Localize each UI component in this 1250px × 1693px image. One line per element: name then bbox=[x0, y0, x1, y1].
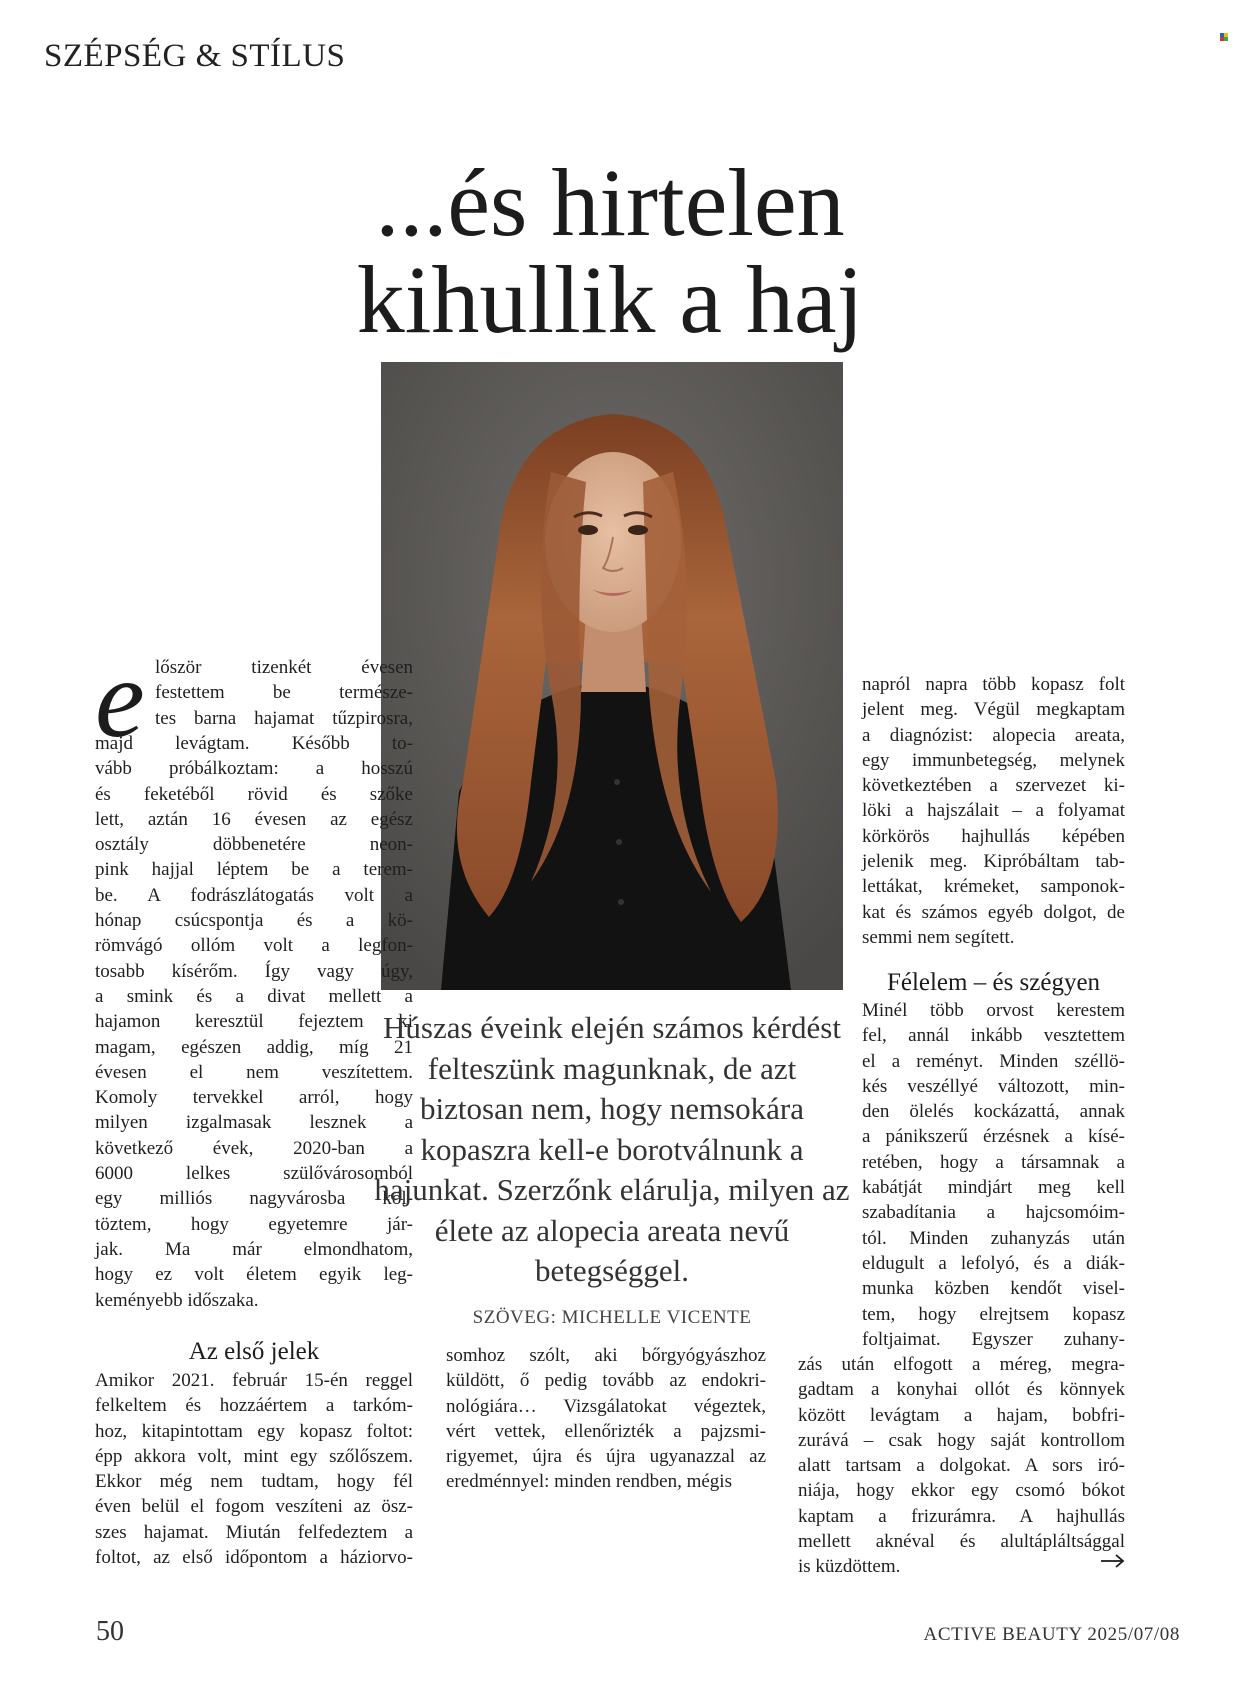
body-line: a diagnózist: alopecia areata, bbox=[862, 724, 1125, 746]
body-line: niája, hogy ekkor egy csomó bókot bbox=[798, 1480, 1125, 1502]
intro-line: évesen el nem veszítettem. bbox=[95, 1061, 413, 1083]
intro-line: Komoly tervekkel arról, hogy bbox=[95, 1087, 413, 1109]
drop-cap: e bbox=[95, 637, 145, 761]
body-line: Ekkor még nem tudtam, hogy fél bbox=[95, 1471, 413, 1493]
body-line: eldugult a lefolyó, és a diák- bbox=[862, 1252, 1125, 1274]
body-line: kaptam a frizurámra. A hajhullás bbox=[798, 1505, 1125, 1527]
article-title-line-1: ...és hirtelen bbox=[375, 149, 845, 256]
intro-line: magam, egészen addig, míg 21 bbox=[95, 1036, 413, 1058]
publication-issue: ACTIVE BEAUTY 2025/07/08 bbox=[923, 1624, 1180, 1645]
intro-line: jak. Ma már elmondhatom, bbox=[95, 1238, 413, 1260]
intro-line: lett, aztán 16 évesen az egész bbox=[95, 808, 413, 830]
article-title-line-2: kihullik a haj bbox=[356, 246, 864, 353]
body-line: den ölelés kockázattá, annak bbox=[862, 1101, 1125, 1123]
body-line: nológiára… Vizsgálatokat végeztek, bbox=[446, 1395, 766, 1417]
intro-line: és feketéből rövid és szőke bbox=[95, 783, 413, 805]
intro-line: a smink és a divat mellett a bbox=[95, 985, 413, 1007]
intro-line: be. A fodrászlátogatás volt a bbox=[95, 884, 413, 906]
intro-line: römvágó ollóm volt a legfon- bbox=[95, 935, 413, 957]
body-line: kabátját mindjárt meg kell bbox=[862, 1177, 1125, 1199]
body-line: szes hajamat. Miután felfedeztem a bbox=[95, 1521, 413, 1543]
intro-line: egy milliós nagyvárosba köl- bbox=[95, 1188, 413, 1210]
body-line: semmi nem segített. bbox=[862, 926, 1015, 948]
intro-line: milyen izgalmasak lesznek a bbox=[95, 1112, 413, 1134]
intro-line: osztály döbbenetére neon- bbox=[95, 834, 413, 856]
intro-line: következő évek, 2020-ban a bbox=[95, 1137, 413, 1159]
intro-line: pink hajjal léptem be a terem- bbox=[95, 859, 413, 881]
body-line: gadtam a konyhai ollót és könnyek bbox=[798, 1379, 1125, 1401]
intro-line: hónap csúcspontja és a kö- bbox=[95, 910, 413, 932]
intro-line: lőször tizenkét évesen bbox=[155, 657, 413, 678]
body-line: kat és számos egyéb dolgot, de bbox=[862, 901, 1125, 923]
body-line: foltjaimat. Egyszer zuhany- bbox=[862, 1328, 1125, 1350]
body-line: hoz, kitapintottam egy kopasz foltot: bbox=[95, 1420, 413, 1442]
intro-line: hogy ez volt életem egyik leg- bbox=[95, 1264, 413, 1286]
body-line: épp akkora volt, mint egy szőlőszem. bbox=[95, 1445, 413, 1467]
body-line: retében, hogy a társamnak a bbox=[862, 1151, 1125, 1173]
intro-line: tes barna hajamat tűzpirosra, bbox=[155, 707, 413, 729]
body-line: éven belül el fogom veszíteni az ösz- bbox=[95, 1496, 413, 1518]
body-line: egy immunbetegség, melynek bbox=[862, 749, 1125, 771]
body-line: somhoz szólt, aki bőrgyógyászhoz bbox=[446, 1345, 766, 1366]
intro-line: hajamon keresztül fejeztem ki bbox=[95, 1011, 413, 1033]
color-mark-icon bbox=[1220, 33, 1228, 41]
portrait-photo bbox=[381, 362, 843, 990]
subhead-fear-shame: Félelem – és szégyen bbox=[886, 969, 1101, 996]
body-line: Amikor 2021. február 15-én reggel bbox=[95, 1370, 413, 1391]
arrow-right-icon bbox=[1100, 1553, 1126, 1569]
body-line: löki a hajszálait – a folyamat bbox=[862, 800, 1125, 822]
body-line: zás után elfogott a méreg, megra- bbox=[798, 1354, 1125, 1375]
body-line: kés veszéllyé változott, min- bbox=[862, 1075, 1125, 1097]
right-column-top bbox=[862, 672, 1125, 950]
body-line: tem, hogy elrejtsem kopasz bbox=[862, 1303, 1125, 1325]
body-line: napról napra több kopasz folt bbox=[862, 674, 1125, 695]
middle-column bbox=[446, 1343, 766, 1495]
subhead-first-signs: Az első jelek bbox=[188, 1338, 320, 1365]
body-line: tól. Minden zuhanyzás után bbox=[862, 1227, 1125, 1249]
intro-line: festettem be természe- bbox=[155, 682, 413, 704]
intro-line: vább próbálkoztam: a hosszú bbox=[95, 758, 413, 780]
body-line: eredménnyel: minden rendben, mégis bbox=[446, 1471, 732, 1493]
body-line: a pánikszerű érzésnek a kísé- bbox=[862, 1126, 1125, 1148]
body-line: alatt tartsam a dolgokat. A sors iró- bbox=[798, 1455, 1125, 1477]
byline: SZÖVEG: MICHELLE VICENTE bbox=[472, 1307, 752, 1328]
body-line: fel, annál inkább vesztettem bbox=[862, 1025, 1125, 1047]
intro-line: töztem, hogy egyetemre jár- bbox=[95, 1213, 413, 1235]
intro-line: tosabb kísérőm. Így vagy úgy, bbox=[95, 960, 413, 982]
body-line: Minél több orvost kerestem bbox=[862, 1000, 1125, 1021]
body-line: jelenik meg. Kipróbáltam tab- bbox=[862, 851, 1125, 873]
intro-line: keményebb időszaka. bbox=[95, 1289, 259, 1311]
body-line: mellett aknéval és alultápláltsággal bbox=[798, 1531, 1125, 1553]
body-line: jelent meg. Végül megkaptam bbox=[862, 699, 1125, 721]
intro-line: 6000 lelkes szülővárosomból bbox=[95, 1163, 413, 1185]
body-line: küldött, ő pedig tovább az endokri- bbox=[446, 1370, 766, 1392]
body-line: foltot, az első időpontom a háziorvo- bbox=[95, 1547, 413, 1569]
right-column-bottom bbox=[862, 998, 1125, 1352]
standfirst: Húszas éveink elején számos kérdést felteszünk magunknak, de azt biztosan nem, hogy nemsokára kopaszra kell-e borotválnunk a hajunkat. Szerzőnk elárulja, milyen az élete az alopecia areata nevű betegséggel. bbox=[374, 1010, 850, 1288]
body-line: el a reményt. Minden széllö- bbox=[862, 1050, 1125, 1072]
body-line: vért vettek, ellenőrizték a pajzsmi- bbox=[446, 1420, 766, 1442]
body-line: szabadítania a hajcsomóim- bbox=[862, 1202, 1125, 1224]
page-number: 50 bbox=[96, 1616, 124, 1647]
right-column-wide bbox=[798, 1352, 1125, 1580]
section-first-signs bbox=[95, 1368, 413, 1570]
body-line: rigyemet, újra és újra ugyanazzal az bbox=[446, 1446, 766, 1468]
body-line: felkeltem és hozzáértem a tarkóm- bbox=[95, 1395, 413, 1417]
body-line: is küzdöttem. bbox=[798, 1556, 901, 1578]
section-label: SZÉPSÉG & STÍLUS bbox=[44, 38, 346, 74]
intro-line: majd levágtam. Később to- bbox=[95, 733, 413, 754]
intro-paragraph-continued bbox=[95, 731, 413, 1313]
body-line: körkörös hajhullás képében bbox=[862, 825, 1125, 847]
body-line: zurává – csak hogy saját kontrollom bbox=[798, 1429, 1125, 1451]
body-line: lettákat, krémeket, samponok- bbox=[862, 876, 1125, 898]
body-line: munka közben kendőt visel- bbox=[862, 1278, 1125, 1300]
body-line: következtében a szervezet ki- bbox=[862, 775, 1125, 797]
body-line: között levágtam a hajam, bobfri- bbox=[798, 1404, 1125, 1426]
